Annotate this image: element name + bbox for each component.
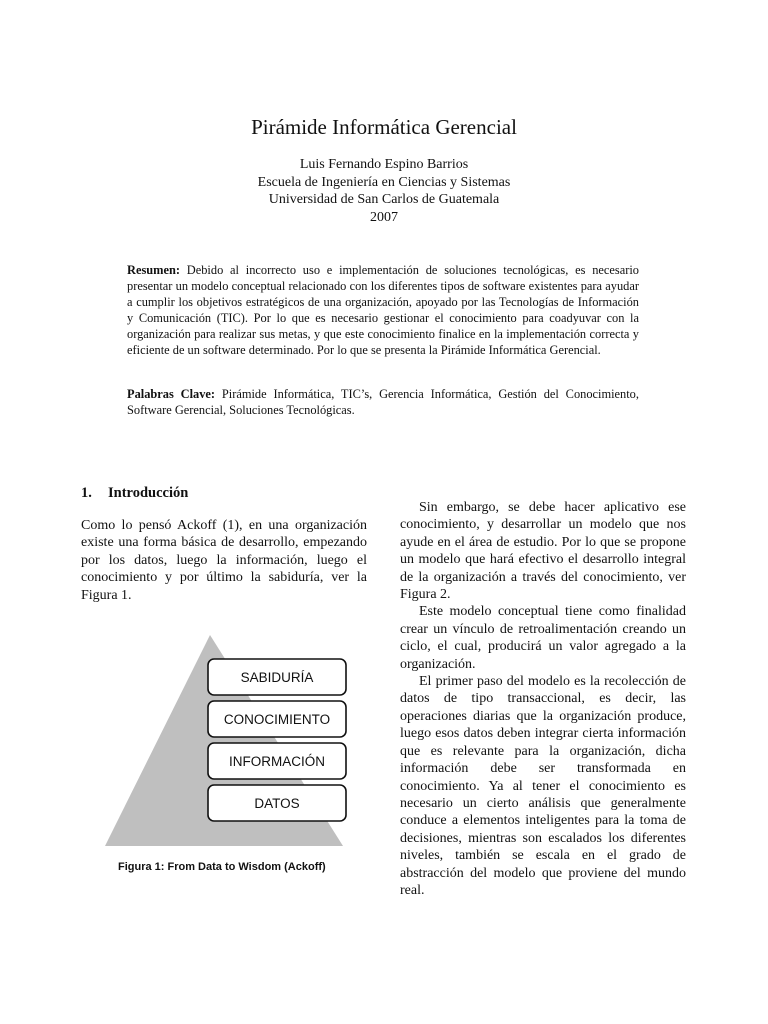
right-paragraph-3: El primer paso del modelo es la recolección de datos de tipo transaccional, es decir, las operaciones diarias que la organización produce, luego esos datos deben integrar cierta información que es relevante para la organización, dicha información debe ser transformada en conocimiento. Ya al tener el conocimiento es necesario un cierto análisis que generalmente conduce a elementos inteligentes para la toma de decisiones, mientras son escalados los diferentes niveles, también se escala en el grado de abstracción del modelo que proviene del mundo real. bbox=[400, 674, 686, 898]
level-label-datos: DATOS bbox=[254, 796, 300, 811]
level-label-conocimiento: CONOCIMIENTO bbox=[223, 712, 331, 727]
figure-caption: Figura 1: From Data to Wisdom (Ackoff) bbox=[118, 861, 326, 873]
level-box-2 bbox=[208, 743, 346, 779]
author-name: Luis Fernando Espino Barrios bbox=[299, 157, 469, 172]
level-label-sabiduria: SABIDURÍA bbox=[240, 670, 314, 685]
abstract-label: Resumen: bbox=[127, 263, 180, 277]
level-label-informacion: INFORMACIÓN bbox=[229, 754, 325, 769]
section-heading bbox=[81, 484, 188, 502]
level-box-1 bbox=[208, 701, 346, 737]
author-university: Universidad de San Carlos de Guatemala bbox=[268, 192, 500, 207]
author-block bbox=[0, 156, 768, 226]
keywords-text: Pirámide Informática, TIC’s, Gerencia Informática, Gestión del Conocimiento, Software Gerencial, Soluciones Tecnológicas. bbox=[127, 387, 639, 417]
pyramid-diagram bbox=[100, 632, 380, 852]
section-number: 1. bbox=[81, 485, 92, 501]
right-column bbox=[400, 499, 686, 899]
left-column-paragraph: Como lo pensó Ackoff (1), en una organización existe una forma básica de desarrollo, empezando por los datos, luego la información, luego el conocimiento y por último la sabiduría, ver la Figura 1. bbox=[81, 518, 367, 603]
keywords bbox=[127, 386, 639, 418]
right-paragraph-2: Este modelo conceptual tiene como finalidad crear un vínculo de retroalimentación creando un ciclo, el cual, producirá un valor agregado a la organización. bbox=[400, 604, 686, 672]
right-paragraph-1: Sin embargo, se debe hacer aplicativo ese conocimiento, y desarrollar un modelo que nos ayude en el área de estudio. Por lo que se propone un modelo que hará efectivo el desarrollo integral de la organización a través del conocimiento, ver Figura 2. bbox=[400, 500, 686, 603]
paper-title: Pirámide Informática Gerencial bbox=[251, 115, 517, 139]
publication-year: 2007 bbox=[370, 209, 398, 225]
section-title: Introducción bbox=[108, 485, 189, 501]
keywords-label: Palabras Clave: bbox=[127, 387, 216, 401]
figure-1 bbox=[100, 632, 380, 882]
author-school: Escuela de Ingeniería en Ciencias y Sistemas bbox=[257, 174, 511, 190]
level-box-0 bbox=[208, 659, 346, 695]
abstract-text: Debido al incorrecto uso e implementación de soluciones tecnológicas, es necesario presentar un modelo conceptual relacionado con los diferentes tipos de software existentes para ayudar a cumplir los objetivos estratégicos de una organización, apoyado por las Tecnologías de Información y Comunicación (TIC). Por lo que es necesario gestionar el conocimiento para coadyuvar con la organización para realizar sus metas, y que este conocimiento finalice en la implementación correcta y eficiente de un software determinado. Por lo que se presenta la Pirámide Informática Gerencial. bbox=[127, 263, 639, 357]
abstract bbox=[127, 262, 639, 358]
level-box-3 bbox=[208, 785, 346, 821]
